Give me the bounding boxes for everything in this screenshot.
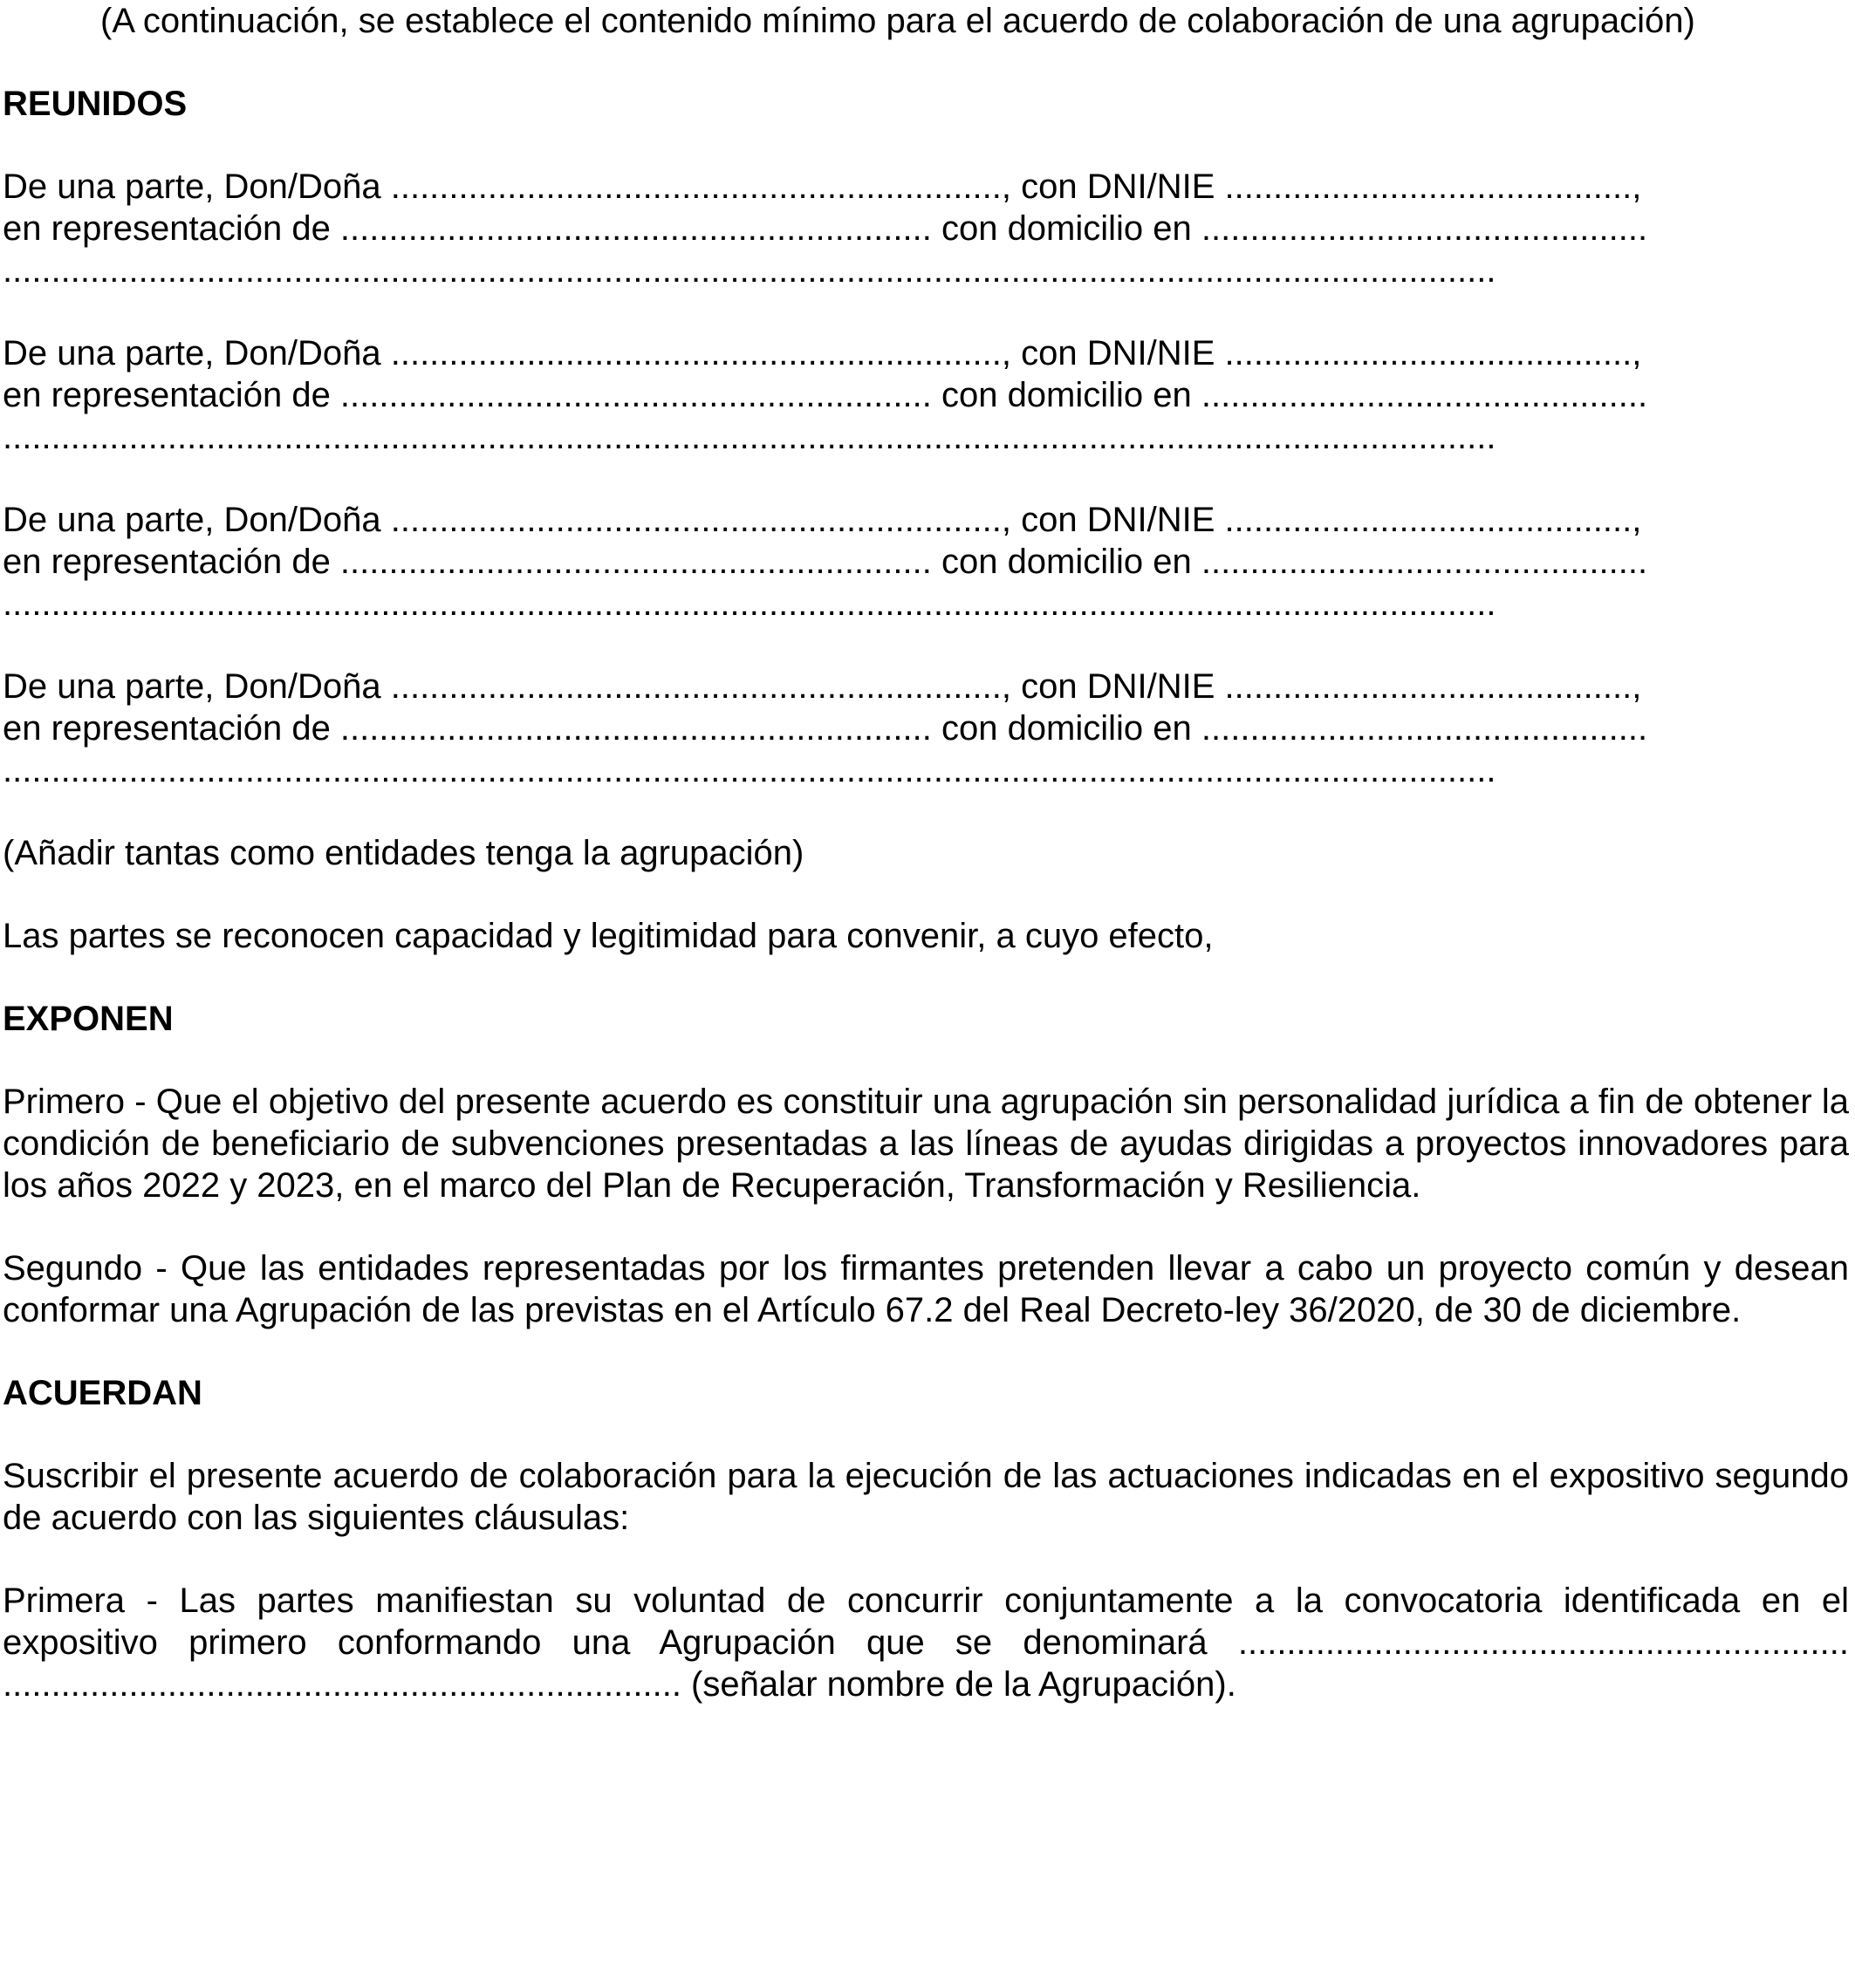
capacity-statement: Las partes se reconocen capacidad y legitimidad para convenir, a cuyo efecto,: [3, 917, 1214, 955]
party-block: [3, 666, 1849, 791]
heading-acuerdan: ACUERDAN: [3, 1374, 202, 1412]
party-name-line: De una parte, Don/Doña ..............................................................., con DNI/NIE ..........................................,: [3, 334, 1642, 372]
heading-exponen: EXPONEN: [3, 1000, 174, 1038]
clausula-primera: [3, 1580, 1849, 1705]
party-name-line: De una parte, Don/Doña ..............................................................., con DNI/NIE ..........................................,: [3, 501, 1642, 539]
party-representation-line: en representación de ............................................................. con domicilio en ..............................................: [3, 709, 1648, 748]
clausula-primera-line: ...................................................................... (señalar nombre de la Agrupación).: [3, 1665, 1236, 1704]
party-representation-line: en representación de ............................................................. con domicilio en ..............................................: [3, 376, 1648, 414]
party-block: [3, 499, 1849, 625]
add-entities-note: (Añadir tantas como entidades tenga la agrupación): [3, 834, 804, 872]
party-address-line: ..........................................................................................................................................................: [3, 251, 1496, 290]
party-name-line: De una parte, Don/Doña ..............................................................., con DNI/NIE ..........................................,: [3, 667, 1642, 706]
party-address-line: ..........................................................................................................................................................: [3, 584, 1496, 623]
document-page: [3, 0, 1849, 1705]
clausula-primera-line: Primera - Las partes manifiestan su voluntad de concurrir conjuntamente a la convocatoria identificada en el: [3, 1582, 1849, 1620]
clausula-primera-line: expositivo primero conformando una Agrupación que se denominará ...............................................................: [3, 1623, 1849, 1662]
party-representation-line: en representación de ............................................................. con domicilio en ..............................................: [3, 209, 1648, 248]
exponen-primero-paragraph: Primero - Que el objetivo del presente acuerdo es constituir una agrupación sin personalidad jurídica a fin de obtener la condición de beneficiario de subvenciones presentadas a las líneas de ayudas dirigidas a proyectos innovadores para los años 2022 y 2023, en el marco del Plan de Recuperación, Transformación y Resiliencia.: [3, 1083, 1849, 1205]
exponen-segundo-paragraph: Segundo - Que las entidades representadas por los firmantes pretenden llevar a cabo un proyecto común y desean conformar una Agrupación de las previstas en el Artículo 67.2 del Real Decreto-ley 36/2020, de 30 de diciembre.: [3, 1249, 1849, 1329]
party-address-line: ..........................................................................................................................................................: [3, 751, 1496, 789]
party-representation-line: en representación de ............................................................. con domicilio en ..............................................: [3, 543, 1648, 581]
party-block: [3, 166, 1849, 291]
intro-note: (A continuación, se establece el contenido mínimo para el acuerdo de colaboración de una agrupación): [100, 2, 1695, 40]
heading-reunidos: REUNIDOS: [3, 85, 188, 123]
party-name-line: De una parte, Don/Doña ..............................................................., con DNI/NIE ..........................................,: [3, 167, 1642, 206]
party-block: [3, 332, 1849, 458]
acuerdan-intro-paragraph: Suscribir el presente acuerdo de colaboración para la ejecución de las actuaciones indicadas en el expositivo segundo de acuerdo con las siguientes cláusulas:: [3, 1457, 1849, 1537]
party-address-line: ..........................................................................................................................................................: [3, 418, 1496, 456]
